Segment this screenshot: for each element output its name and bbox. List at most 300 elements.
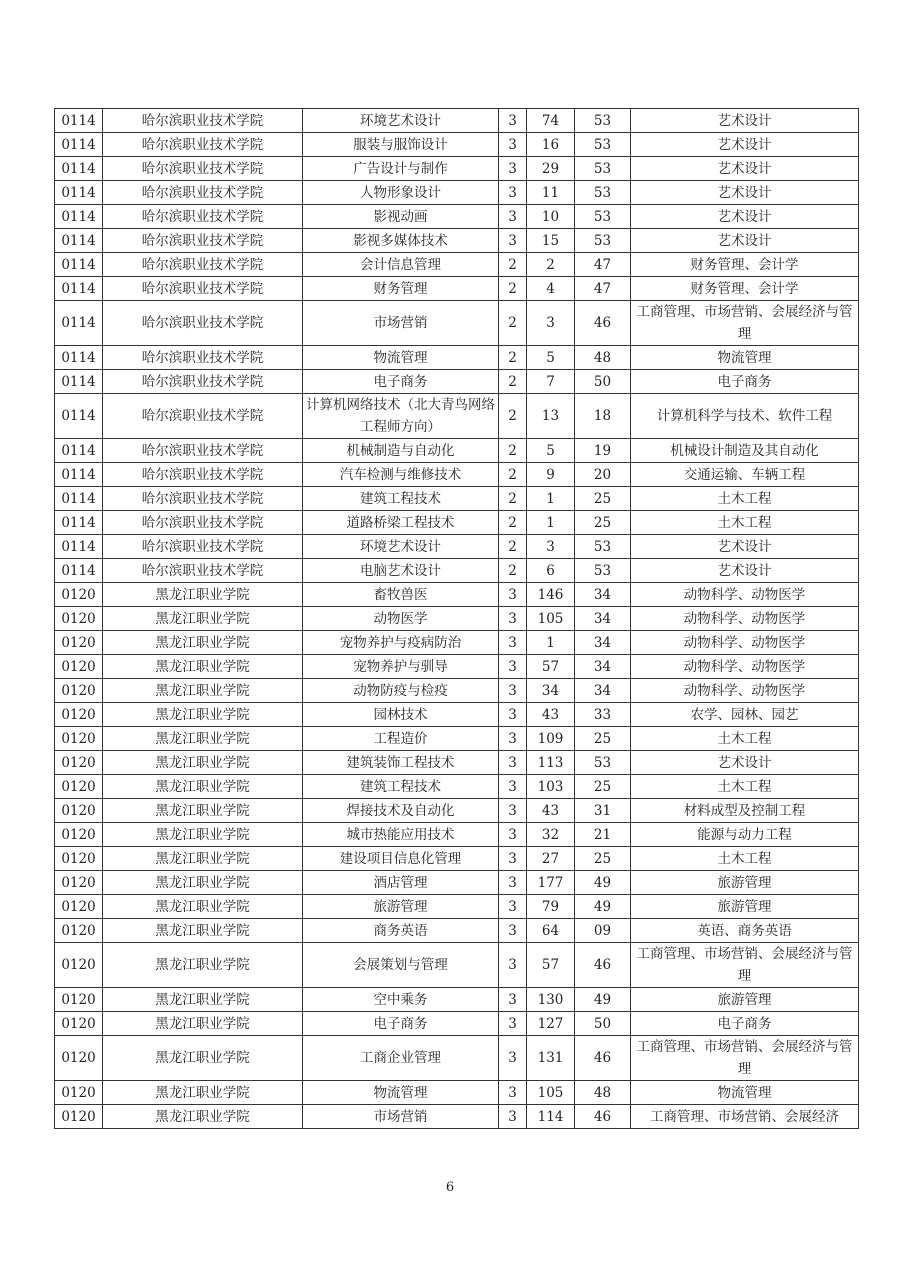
major-name-cell: 建筑装饰工程技术 [303, 751, 499, 775]
school-name-cell: 黑龙江职业学院 [103, 679, 303, 703]
quota-cell: 11 [527, 181, 575, 205]
quota-cell: 127 [527, 1012, 575, 1036]
school-code-cell: 0114 [55, 463, 103, 487]
quota-cell: 109 [527, 727, 575, 751]
school-code-cell: 0120 [55, 943, 103, 988]
duration-cell: 3 [499, 679, 527, 703]
school-code-cell: 0114 [55, 157, 103, 181]
school-name-cell: 黑龙江职业学院 [103, 847, 303, 871]
target-major-cell: 能源与动力工程 [631, 823, 859, 847]
major-name-cell: 影视多媒体技术 [303, 229, 499, 253]
major-name-cell: 建筑工程技术 [303, 775, 499, 799]
duration-cell: 2 [499, 463, 527, 487]
school-name-cell: 黑龙江职业学院 [103, 988, 303, 1012]
table-row [55, 487, 859, 511]
quota-cell: 105 [527, 607, 575, 631]
duration-cell: 2 [499, 487, 527, 511]
quota-cell: 57 [527, 655, 575, 679]
quota-cell: 130 [527, 988, 575, 1012]
table-row [55, 559, 859, 583]
school-name-cell: 哈尔滨职业技术学院 [103, 109, 303, 133]
target-major-cell: 艺术设计 [631, 205, 859, 229]
major-name-cell: 工程造价 [303, 727, 499, 751]
school-code-cell: 0120 [55, 751, 103, 775]
table-body [55, 109, 859, 1129]
duration-cell: 2 [499, 277, 527, 301]
duration-cell: 3 [499, 1105, 527, 1129]
table-row [55, 919, 859, 943]
quota-cell: 57 [527, 943, 575, 988]
school-code-cell: 0114 [55, 511, 103, 535]
school-code-cell: 0120 [55, 895, 103, 919]
target-major-cell: 土木工程 [631, 511, 859, 535]
quota-cell: 34 [527, 679, 575, 703]
duration-cell: 3 [499, 205, 527, 229]
school-name-cell: 黑龙江职业学院 [103, 583, 303, 607]
table-row [55, 943, 859, 988]
table-row [55, 511, 859, 535]
school-name-cell: 哈尔滨职业技术学院 [103, 463, 303, 487]
category-code-cell: 53 [575, 559, 631, 583]
quota-cell: 6 [527, 559, 575, 583]
quota-cell: 131 [527, 1036, 575, 1081]
duration-cell: 3 [499, 1081, 527, 1105]
category-code-cell: 53 [575, 229, 631, 253]
table-row [55, 655, 859, 679]
table-row [55, 370, 859, 394]
major-name-cell: 宠物养护与疫病防治 [303, 631, 499, 655]
category-code-cell: 25 [575, 511, 631, 535]
school-code-cell: 0120 [55, 775, 103, 799]
school-name-cell: 黑龙江职业学院 [103, 1081, 303, 1105]
category-code-cell: 50 [575, 1012, 631, 1036]
school-code-cell: 0120 [55, 1081, 103, 1105]
school-name-cell: 黑龙江职业学院 [103, 751, 303, 775]
table-row [55, 301, 859, 346]
school-code-cell: 0120 [55, 655, 103, 679]
school-name-cell: 哈尔滨职业技术学院 [103, 301, 303, 346]
duration-cell: 3 [499, 919, 527, 943]
duration-cell: 3 [499, 799, 527, 823]
major-name-cell: 市场营销 [303, 1105, 499, 1129]
school-code-cell: 0120 [55, 823, 103, 847]
school-code-cell: 0114 [55, 370, 103, 394]
category-code-cell: 25 [575, 847, 631, 871]
school-code-cell: 0120 [55, 1012, 103, 1036]
major-name-cell: 空中乘务 [303, 988, 499, 1012]
quota-cell: 177 [527, 871, 575, 895]
duration-cell: 2 [499, 535, 527, 559]
table-row [55, 1036, 859, 1081]
school-code-cell: 0114 [55, 133, 103, 157]
target-major-cell: 财务管理、会计学 [631, 253, 859, 277]
quota-cell: 13 [527, 394, 575, 439]
table-row [55, 346, 859, 370]
target-major-cell: 旅游管理 [631, 895, 859, 919]
target-major-cell: 动物科学、动物医学 [631, 679, 859, 703]
school-code-cell: 0120 [55, 679, 103, 703]
target-major-cell: 材料成型及控制工程 [631, 799, 859, 823]
major-name-cell: 物流管理 [303, 1081, 499, 1105]
school-name-cell: 哈尔滨职业技术学院 [103, 439, 303, 463]
school-name-cell: 黑龙江职业学院 [103, 727, 303, 751]
school-name-cell: 黑龙江职业学院 [103, 1036, 303, 1081]
table-row [55, 277, 859, 301]
duration-cell: 3 [499, 157, 527, 181]
quota-cell: 79 [527, 895, 575, 919]
admissions-table-wrapper [54, 108, 858, 1129]
duration-cell: 3 [499, 631, 527, 655]
category-code-cell: 25 [575, 775, 631, 799]
school-name-cell: 哈尔滨职业技术学院 [103, 394, 303, 439]
target-major-cell: 动物科学、动物医学 [631, 631, 859, 655]
school-name-cell: 哈尔滨职业技术学院 [103, 535, 303, 559]
quota-cell: 27 [527, 847, 575, 871]
target-major-cell: 艺术设计 [631, 109, 859, 133]
duration-cell: 3 [499, 655, 527, 679]
quota-cell: 1 [527, 511, 575, 535]
table-row [55, 775, 859, 799]
major-name-cell: 影视动画 [303, 205, 499, 229]
quota-cell: 146 [527, 583, 575, 607]
table-row [55, 703, 859, 727]
school-name-cell: 哈尔滨职业技术学院 [103, 346, 303, 370]
table-row [55, 439, 859, 463]
school-name-cell: 黑龙江职业学院 [103, 655, 303, 679]
duration-cell: 3 [499, 988, 527, 1012]
major-name-cell: 宠物养护与驯导 [303, 655, 499, 679]
duration-cell: 3 [499, 133, 527, 157]
school-code-cell: 0114 [55, 277, 103, 301]
school-code-cell: 0120 [55, 631, 103, 655]
target-major-cell: 艺术设计 [631, 181, 859, 205]
major-name-cell: 市场营销 [303, 301, 499, 346]
school-name-cell: 黑龙江职业学院 [103, 1012, 303, 1036]
table-row [55, 1081, 859, 1105]
school-code-cell: 0114 [55, 301, 103, 346]
duration-cell: 2 [499, 346, 527, 370]
table-row [55, 871, 859, 895]
category-code-cell: 25 [575, 727, 631, 751]
target-major-cell: 艺术设计 [631, 559, 859, 583]
duration-cell: 2 [499, 253, 527, 277]
category-code-cell: 50 [575, 370, 631, 394]
category-code-cell: 31 [575, 799, 631, 823]
major-name-cell: 畜牧兽医 [303, 583, 499, 607]
table-row [55, 535, 859, 559]
duration-cell: 2 [499, 439, 527, 463]
school-name-cell: 哈尔滨职业技术学院 [103, 253, 303, 277]
duration-cell: 3 [499, 703, 527, 727]
school-code-cell: 0114 [55, 181, 103, 205]
category-code-cell: 20 [575, 463, 631, 487]
category-code-cell: 33 [575, 703, 631, 727]
quota-cell: 29 [527, 157, 575, 181]
table-row [55, 988, 859, 1012]
quota-cell: 10 [527, 205, 575, 229]
table-row [55, 751, 859, 775]
category-code-cell: 47 [575, 277, 631, 301]
school-name-cell: 黑龙江职业学院 [103, 871, 303, 895]
target-major-cell: 农学、园林、园艺 [631, 703, 859, 727]
table-row [55, 1012, 859, 1036]
quota-cell: 43 [527, 799, 575, 823]
major-name-cell: 会展策划与管理 [303, 943, 499, 988]
duration-cell: 3 [499, 823, 527, 847]
quota-cell: 1 [527, 487, 575, 511]
duration-cell: 2 [499, 511, 527, 535]
table-row [55, 205, 859, 229]
category-code-cell: 46 [575, 1036, 631, 1081]
school-code-cell: 0114 [55, 394, 103, 439]
school-name-cell: 哈尔滨职业技术学院 [103, 487, 303, 511]
table-row [55, 895, 859, 919]
target-major-cell: 计算机科学与技术、软件工程 [631, 394, 859, 439]
major-name-cell: 财务管理 [303, 277, 499, 301]
category-code-cell: 09 [575, 919, 631, 943]
school-code-cell: 0114 [55, 109, 103, 133]
school-code-cell: 0114 [55, 487, 103, 511]
major-name-cell: 旅游管理 [303, 895, 499, 919]
table-row [55, 631, 859, 655]
category-code-cell: 53 [575, 535, 631, 559]
major-name-cell: 计算机网络技术（北大青鸟网络工程师方向） [303, 394, 499, 439]
table-row [55, 133, 859, 157]
table-row [55, 799, 859, 823]
target-major-cell: 工商管理、市场营销、会展经济与管理 [631, 301, 859, 346]
table-row [55, 181, 859, 205]
school-code-cell: 0120 [55, 607, 103, 631]
category-code-cell: 49 [575, 988, 631, 1012]
school-name-cell: 黑龙江职业学院 [103, 703, 303, 727]
quota-cell: 15 [527, 229, 575, 253]
quota-cell: 5 [527, 439, 575, 463]
duration-cell: 3 [499, 775, 527, 799]
table-row [55, 394, 859, 439]
target-major-cell: 物流管理 [631, 346, 859, 370]
school-name-cell: 黑龙江职业学院 [103, 799, 303, 823]
quota-cell: 32 [527, 823, 575, 847]
target-major-cell: 艺术设计 [631, 535, 859, 559]
admissions-table [54, 108, 859, 1129]
category-code-cell: 46 [575, 301, 631, 346]
quota-cell: 113 [527, 751, 575, 775]
duration-cell: 3 [499, 229, 527, 253]
target-major-cell: 工商管理、市场营销、会展经济与管理 [631, 943, 859, 988]
quota-cell: 103 [527, 775, 575, 799]
school-code-cell: 0114 [55, 559, 103, 583]
table-row [55, 109, 859, 133]
table-row [55, 1105, 859, 1129]
table-row [55, 607, 859, 631]
target-major-cell: 旅游管理 [631, 871, 859, 895]
duration-cell: 3 [499, 727, 527, 751]
target-major-cell: 艺术设计 [631, 157, 859, 181]
target-major-cell: 财务管理、会计学 [631, 277, 859, 301]
category-code-cell: 53 [575, 109, 631, 133]
school-name-cell: 哈尔滨职业技术学院 [103, 559, 303, 583]
category-code-cell: 34 [575, 607, 631, 631]
school-name-cell: 黑龙江职业学院 [103, 1105, 303, 1129]
school-name-cell: 哈尔滨职业技术学院 [103, 181, 303, 205]
major-name-cell: 物流管理 [303, 346, 499, 370]
target-major-cell: 工商管理、市场营销、会展经济与管理 [631, 1036, 859, 1081]
major-name-cell: 电脑艺术设计 [303, 559, 499, 583]
major-name-cell: 道路桥梁工程技术 [303, 511, 499, 535]
school-name-cell: 黑龙江职业学院 [103, 919, 303, 943]
school-code-cell: 0114 [55, 253, 103, 277]
target-major-cell: 英语、商务英语 [631, 919, 859, 943]
target-major-cell: 机械设计制造及其自动化 [631, 439, 859, 463]
table-row [55, 229, 859, 253]
table-row [55, 583, 859, 607]
major-name-cell: 动物防疫与检疫 [303, 679, 499, 703]
target-major-cell: 艺术设计 [631, 133, 859, 157]
duration-cell: 3 [499, 871, 527, 895]
target-major-cell: 电子商务 [631, 370, 859, 394]
school-code-cell: 0120 [55, 919, 103, 943]
target-major-cell: 土木工程 [631, 487, 859, 511]
duration-cell: 3 [499, 583, 527, 607]
school-name-cell: 哈尔滨职业技术学院 [103, 370, 303, 394]
major-name-cell: 会计信息管理 [303, 253, 499, 277]
major-name-cell: 商务英语 [303, 919, 499, 943]
category-code-cell: 34 [575, 631, 631, 655]
duration-cell: 3 [499, 847, 527, 871]
category-code-cell: 46 [575, 1105, 631, 1129]
major-name-cell: 电子商务 [303, 1012, 499, 1036]
quota-cell: 3 [527, 301, 575, 346]
table-row [55, 679, 859, 703]
category-code-cell: 53 [575, 157, 631, 181]
category-code-cell: 46 [575, 943, 631, 988]
school-code-cell: 0114 [55, 229, 103, 253]
major-name-cell: 建筑工程技术 [303, 487, 499, 511]
duration-cell: 2 [499, 370, 527, 394]
major-name-cell: 电子商务 [303, 370, 499, 394]
table-row [55, 823, 859, 847]
category-code-cell: 53 [575, 133, 631, 157]
category-code-cell: 49 [575, 895, 631, 919]
major-name-cell: 工商企业管理 [303, 1036, 499, 1081]
duration-cell: 3 [499, 943, 527, 988]
school-name-cell: 黑龙江职业学院 [103, 943, 303, 988]
target-major-cell: 土木工程 [631, 775, 859, 799]
school-code-cell: 0120 [55, 1036, 103, 1081]
category-code-cell: 34 [575, 679, 631, 703]
school-code-cell: 0120 [55, 871, 103, 895]
duration-cell: 2 [499, 301, 527, 346]
major-name-cell: 动物医学 [303, 607, 499, 631]
major-name-cell: 园林技术 [303, 703, 499, 727]
category-code-cell: 47 [575, 253, 631, 277]
category-code-cell: 53 [575, 751, 631, 775]
school-code-cell: 0120 [55, 703, 103, 727]
target-major-cell: 艺术设计 [631, 751, 859, 775]
major-name-cell: 人物形象设计 [303, 181, 499, 205]
school-code-cell: 0120 [55, 1105, 103, 1129]
school-code-cell: 0120 [55, 583, 103, 607]
table-row [55, 157, 859, 181]
quota-cell: 16 [527, 133, 575, 157]
duration-cell: 3 [499, 607, 527, 631]
school-name-cell: 哈尔滨职业技术学院 [103, 229, 303, 253]
major-name-cell: 机械制造与自动化 [303, 439, 499, 463]
quota-cell: 64 [527, 919, 575, 943]
quota-cell: 114 [527, 1105, 575, 1129]
school-name-cell: 哈尔滨职业技术学院 [103, 277, 303, 301]
target-major-cell: 动物科学、动物医学 [631, 583, 859, 607]
major-name-cell: 环境艺术设计 [303, 535, 499, 559]
category-code-cell: 19 [575, 439, 631, 463]
school-code-cell: 0114 [55, 439, 103, 463]
target-major-cell: 土木工程 [631, 727, 859, 751]
school-name-cell: 黑龙江职业学院 [103, 775, 303, 799]
school-code-cell: 0114 [55, 346, 103, 370]
duration-cell: 3 [499, 751, 527, 775]
duration-cell: 3 [499, 1036, 527, 1081]
table-row [55, 253, 859, 277]
table-row [55, 727, 859, 751]
school-code-cell: 0120 [55, 799, 103, 823]
major-name-cell: 广告设计与制作 [303, 157, 499, 181]
duration-cell: 3 [499, 109, 527, 133]
quota-cell: 5 [527, 346, 575, 370]
school-name-cell: 黑龙江职业学院 [103, 607, 303, 631]
school-code-cell: 0114 [55, 205, 103, 229]
quota-cell: 74 [527, 109, 575, 133]
major-name-cell: 汽车检测与维修技术 [303, 463, 499, 487]
quota-cell: 2 [527, 253, 575, 277]
target-major-cell: 工商管理、市场营销、会展经济 [631, 1105, 859, 1129]
quota-cell: 1 [527, 631, 575, 655]
target-major-cell: 物流管理 [631, 1081, 859, 1105]
target-major-cell: 土木工程 [631, 847, 859, 871]
quota-cell: 43 [527, 703, 575, 727]
school-name-cell: 哈尔滨职业技术学院 [103, 133, 303, 157]
target-major-cell: 电子商务 [631, 1012, 859, 1036]
school-code-cell: 0120 [55, 988, 103, 1012]
school-name-cell: 黑龙江职业学院 [103, 823, 303, 847]
quota-cell: 105 [527, 1081, 575, 1105]
quota-cell: 4 [527, 277, 575, 301]
target-major-cell: 交通运输、车辆工程 [631, 463, 859, 487]
school-code-cell: 0120 [55, 847, 103, 871]
target-major-cell: 艺术设计 [631, 229, 859, 253]
duration-cell: 2 [499, 394, 527, 439]
duration-cell: 2 [499, 559, 527, 583]
quota-cell: 7 [527, 370, 575, 394]
quota-cell: 3 [527, 535, 575, 559]
category-code-cell: 34 [575, 583, 631, 607]
page-number: 6 [445, 1180, 455, 1195]
major-name-cell: 服装与服饰设计 [303, 133, 499, 157]
target-major-cell: 动物科学、动物医学 [631, 655, 859, 679]
major-name-cell: 环境艺术设计 [303, 109, 499, 133]
school-code-cell: 0120 [55, 727, 103, 751]
target-major-cell: 旅游管理 [631, 988, 859, 1012]
duration-cell: 3 [499, 181, 527, 205]
school-name-cell: 黑龙江职业学院 [103, 631, 303, 655]
category-code-cell: 48 [575, 346, 631, 370]
major-name-cell: 酒店管理 [303, 871, 499, 895]
school-name-cell: 哈尔滨职业技术学院 [103, 511, 303, 535]
category-code-cell: 53 [575, 181, 631, 205]
category-code-cell: 48 [575, 1081, 631, 1105]
category-code-cell: 49 [575, 871, 631, 895]
school-code-cell: 0114 [55, 535, 103, 559]
table-row [55, 847, 859, 871]
